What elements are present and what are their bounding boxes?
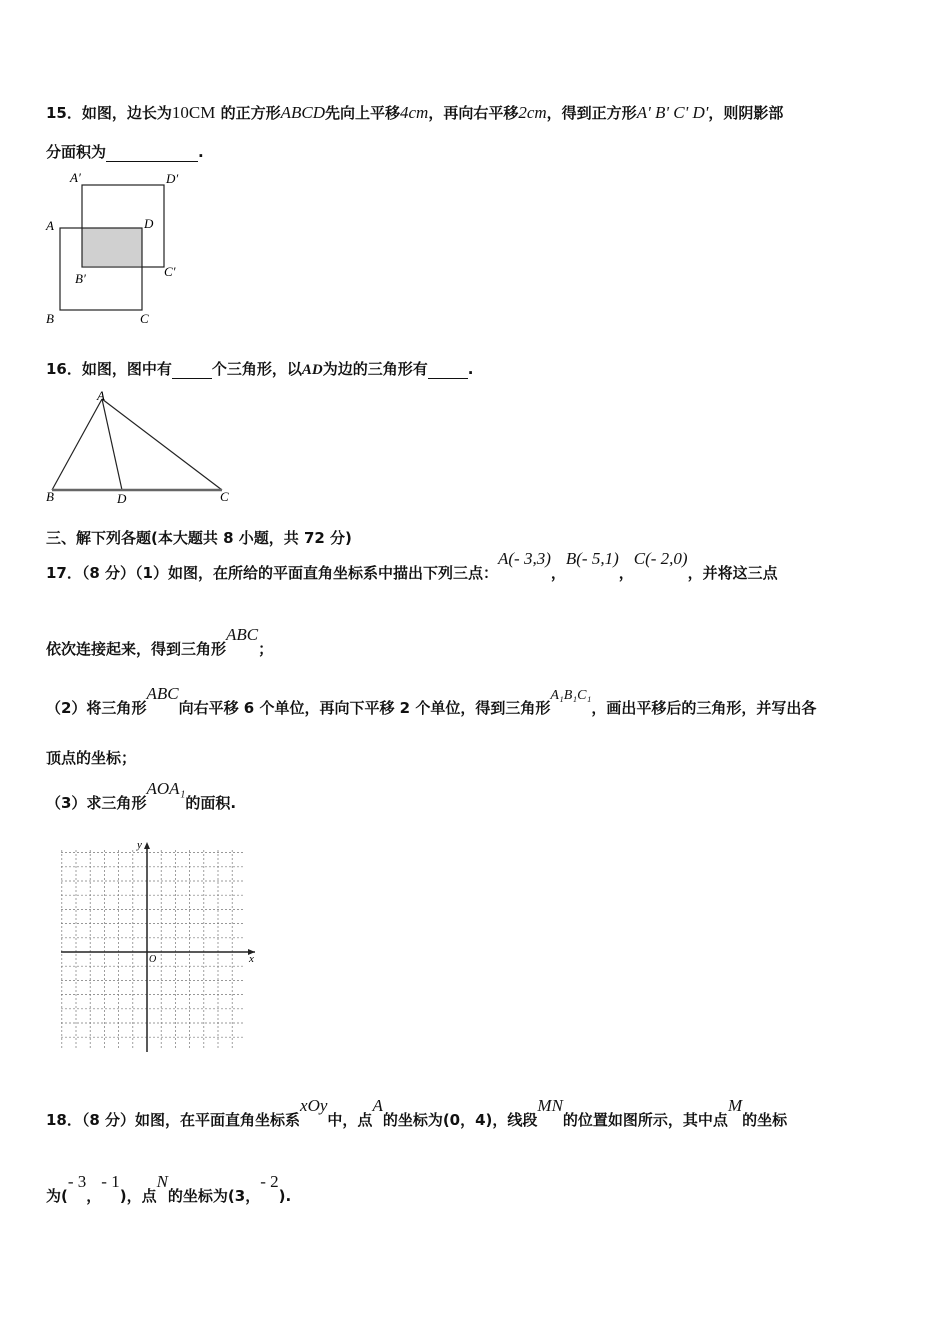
label-b-prime: B′ — [75, 271, 86, 286]
text: 的正方形 — [215, 104, 281, 122]
math-square: ABCD — [280, 103, 325, 122]
math-mn: MN — [537, 1096, 563, 1115]
math-n: N — [156, 1172, 168, 1191]
math-ad: AD — [301, 362, 323, 378]
math-abc: ABC — [226, 625, 259, 644]
point-a: A(- 3,3) — [497, 549, 551, 568]
text: 的位置如图所示，其中点 — [562, 1111, 728, 1129]
text: ， — [618, 564, 634, 582]
math-side: 10CM — [171, 103, 216, 122]
text: （2）将三角形 — [46, 699, 147, 717]
text: ，再向右平移 — [428, 104, 519, 122]
q18-line2 — [46, 1172, 292, 1206]
segment-ab — [52, 399, 102, 490]
q18-line1 — [46, 1096, 788, 1130]
x-axis-label: x — [249, 953, 254, 965]
text: ； — [258, 640, 274, 658]
label-c: C — [140, 311, 149, 326]
question-number: 16． — [46, 360, 82, 378]
q17-part2-line2: 顶点的坐标； — [46, 749, 137, 767]
section-title: 三、解下列各题(本大题共 8 小题，共 72 分) — [46, 529, 352, 547]
label-b: B — [46, 311, 54, 326]
label-d-prime: D′ — [166, 171, 179, 186]
q17-part2-line1 — [46, 684, 817, 718]
answer-blank[interactable] — [106, 147, 198, 162]
text: ). — [278, 1187, 292, 1205]
math-xoy: xOy — [300, 1096, 328, 1115]
label-d: D — [144, 216, 154, 231]
point-c: C(- 2,0) — [633, 549, 688, 568]
math-n-y: - 2 — [260, 1172, 279, 1191]
text: 的坐标为(3， — [167, 1187, 261, 1205]
text: )，点 — [119, 1187, 157, 1205]
question-text: 18．（8 分）如图，在平面直角坐标系 — [46, 1111, 301, 1129]
text: ，则阴影部 — [708, 104, 784, 122]
question-text: 17．（8 分）（1）如图，在所给的平面直角坐标系中描出下列三点： — [46, 564, 498, 582]
y-axis-arrow — [144, 842, 150, 849]
q17-line2 — [46, 625, 274, 659]
q15-line1 — [46, 102, 783, 123]
origin-label: O — [149, 954, 157, 965]
label-d: D — [117, 491, 127, 506]
text: 先向上平移 — [324, 104, 400, 122]
text: 的坐标 — [742, 1111, 788, 1129]
label-a-prime: A′ — [70, 170, 81, 185]
text: 为( — [46, 1187, 68, 1205]
math-a1b1c1: A₁B₁C₁ — [550, 688, 592, 703]
segment-ad — [102, 399, 122, 490]
text: 向右平移 6 个单位，再向下平移 2 个单位，得到三角形 — [178, 699, 551, 717]
text: 如图，边长为 — [81, 104, 172, 122]
math-up: 4cm — [400, 103, 429, 122]
text: 的坐标为(0，4)，线段 — [382, 1111, 538, 1129]
text: ， — [86, 1187, 102, 1205]
q16-line — [46, 358, 473, 379]
math-a: A — [372, 1096, 383, 1115]
text: 依次连接起来，得到三角形 — [46, 640, 227, 658]
q16-figure — [40, 385, 240, 510]
text: ，画出平移后的三角形，并写出各 — [591, 699, 817, 717]
text: . — [198, 143, 204, 161]
label-a: A — [97, 388, 105, 403]
q17-line1 — [46, 549, 778, 583]
text: 如图，图中有 — [81, 360, 172, 378]
shaded-region — [82, 228, 142, 266]
label-b: B — [46, 489, 54, 504]
text: 中，点 — [327, 1111, 373, 1129]
label-c: C — [220, 489, 229, 504]
label-c-prime: C′ — [164, 264, 176, 279]
text: 的面积. — [185, 794, 237, 812]
text: ， — [550, 564, 566, 582]
text: 个三角形，以 — [211, 360, 302, 378]
point-b: B(- 5,1) — [565, 549, 619, 568]
q15-figure — [40, 166, 190, 331]
math-m-x: - 3 — [67, 1172, 87, 1191]
question-number: 15． — [46, 104, 82, 122]
math-square2: A' B' C' D' — [636, 103, 709, 122]
math-m-y: - 1 — [101, 1172, 120, 1191]
grid-lines — [61, 850, 245, 1050]
math-m: M — [727, 1096, 743, 1115]
q15-line2 — [46, 141, 204, 162]
math-right: 2cm — [518, 103, 547, 122]
y-axis-label: y — [137, 839, 142, 851]
text: （3）求三角形 — [46, 794, 147, 812]
text: 分面积为 — [46, 143, 107, 161]
text: 为边的三角形有 — [322, 360, 428, 378]
label-a: A — [46, 218, 54, 233]
math-aoa1: AOA₁ — [146, 779, 186, 798]
text: . — [467, 360, 474, 378]
text: ，得到正方形 — [546, 104, 637, 122]
text: ，并将这三点 — [687, 564, 778, 582]
answer-blank-ad[interactable] — [428, 364, 468, 379]
q17-part3 — [46, 779, 237, 813]
coordinate-grid — [55, 838, 260, 1058]
math-abc: ABC — [146, 684, 179, 703]
answer-blank-count[interactable] — [172, 364, 212, 379]
segment-ac — [102, 399, 222, 490]
